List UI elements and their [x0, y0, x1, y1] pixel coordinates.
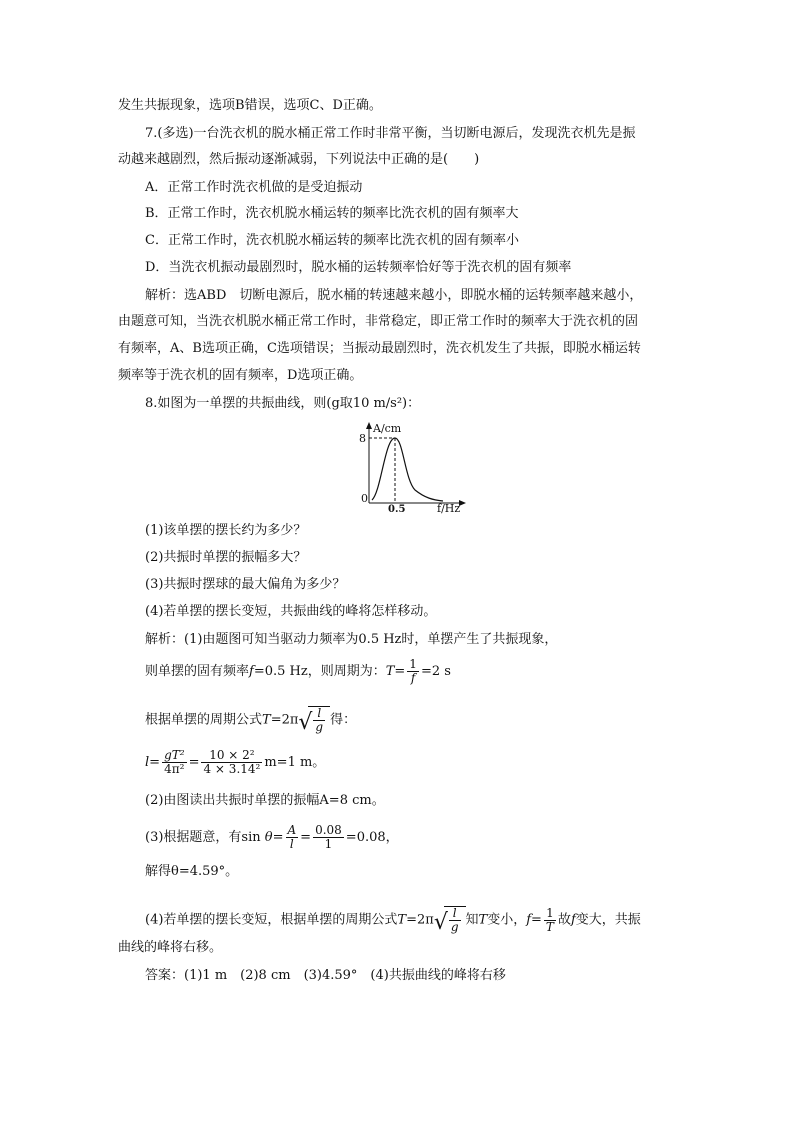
fraction-a-over-l: $\frac{A}{l}$: [287, 823, 297, 851]
q8-stem: 8.如图为一单摆的共振曲线，则(g取10 m/s²)：: [145, 396, 421, 411]
q7-analysis-line2: 由题意可知，当洗衣机脱水桶正常工作时，非常稳定，即正常工作时的频率大于洗衣机的固: [118, 314, 639, 329]
var-f: f: [249, 664, 254, 679]
x-tick-peak: 0.5: [388, 504, 406, 514]
text-run: 故: [557, 912, 571, 928]
q8-solution-line6: [145, 824, 399, 851]
fraction-008-over-1: $\frac{0.08}{1}$: [315, 823, 342, 851]
text-run: 知: [465, 912, 479, 928]
var-f: f: [526, 912, 532, 928]
y-tick-peak: 8: [359, 432, 366, 445]
equals-sign: =: [272, 830, 284, 845]
q8-solution-line7: 解得θ=4.59°。: [145, 864, 239, 879]
q7-option-a: A．正常工作时洗衣机做的是受迫振动: [145, 180, 363, 195]
fraction-gt2-over-4pi2: $\frac{\text{gT²}}{\text{4π²}}$: [164, 748, 185, 776]
q7-analysis-line3: 有频率，A、B选项正确，C选项错误；当振动最剧烈时，洗衣机发生了共振，即脱水桶运转: [118, 341, 641, 356]
fraction-1-over-f: $\frac{1}{f}$: [409, 657, 417, 685]
q7-option-d: D．当洗衣机振动最剧烈时，脱水桶的运转频率恰好等于洗衣机的固有频率: [145, 260, 572, 275]
var-t: T: [397, 912, 407, 928]
equals-sign: =: [300, 830, 312, 845]
y-axis-arrow: [366, 422, 372, 429]
q8-solution-line1: 解析：(1)由题图可知当驱动力频率为0.5 Hz时，单摆产生了共振现象，: [145, 632, 558, 647]
equals-sign: =: [531, 912, 542, 928]
text-run: (4)若单摆的摆长变短，根据单摆的周期公式: [145, 912, 398, 928]
var-t: T: [478, 912, 488, 928]
q8-answer: 答案：(1)1 m (2)8 cm (3)4.59° (4)共振曲线的峰将右移: [145, 968, 506, 983]
q7-analysis-line1: 解析：选ABD 切断电源后，脱水桶的转速越来越小，即脱水桶的运转频率越来越小，: [145, 288, 643, 303]
q8-solution-line4: [145, 749, 325, 776]
fraction-1-over-t: $\frac{1}{T}$: [545, 905, 554, 934]
q8-solution-line8: [145, 906, 641, 934]
q7-stem-line1: 7.(多选)一台洗衣机的脱水桶正常工作时非常平衡，当切断电源后，发现洗衣机先是振: [145, 126, 636, 141]
q8-sub3: (3)共振时摆球的最大偏角为多少？: [145, 577, 346, 592]
q7-option-b: B．正常工作时，洗衣机脱水桶运转的频率比洗衣机的固有频率大: [145, 206, 519, 221]
var-f: f: [570, 912, 576, 928]
sqrt-l-over-g: √ $\frac{l}{g}$: [298, 706, 330, 734]
equals-sign: =: [149, 755, 161, 770]
equals-sign: =: [394, 664, 406, 679]
resonance-curve-figure: [355, 420, 467, 514]
text-run: 根据单摆的周期公式: [145, 712, 263, 728]
prev-answer-tail: 发生共振现象，选项B错误，选项C、D正确。: [118, 98, 382, 113]
text-run: =2 s: [420, 664, 451, 679]
q8-solution-line9: 曲线的峰将右移。: [118, 940, 223, 955]
sqrt-l-over-g: √ $\frac{l}{g}$: [434, 906, 466, 934]
text-run: 得：: [330, 712, 357, 728]
text-run: m=1 m。: [264, 755, 326, 770]
text-run: 变大，共振: [575, 912, 641, 928]
q8-sub2: (2)共振时单摆的振幅多大？: [145, 550, 307, 565]
text-run: 则单摆的固有频率: [145, 664, 250, 679]
text-run: 变小，: [487, 912, 527, 928]
text-run: =0.08，: [345, 830, 399, 845]
var-l: l: [145, 755, 150, 770]
var-t: T: [262, 712, 271, 728]
q8-solution-line5: (2)由图读出共振时单摆的振幅A=8 cm。: [145, 793, 385, 808]
text-run: =0.5 Hz，则周期为：: [253, 664, 386, 679]
q7-option-c: C．正常工作时，洗衣机脱水桶运转的频率比洗衣机的固有频率小: [145, 233, 519, 248]
q8-solution-line3: [145, 706, 356, 734]
text-run: (3)根据题意，有sin: [145, 830, 261, 845]
equals-sign: =: [188, 755, 200, 770]
resonance-curve: [372, 438, 443, 501]
text-run: =2π: [270, 712, 299, 728]
var-theta: θ: [264, 830, 273, 845]
q8-sub4: (4)若单摆的摆长变短，共振曲线的峰将怎样移动。: [145, 604, 437, 619]
origin-label: 0: [361, 492, 368, 505]
text-run: =2π: [406, 912, 434, 928]
x-axis-label: f/Hz: [437, 502, 461, 514]
q8-sub1: (1)该单摆的摆长约为多少？: [145, 523, 307, 538]
q7-stem-line2: 动越来越剧烈，然后振动逐渐减弱，下列说法中正确的是( ): [118, 152, 480, 167]
fraction-numeric: $\frac{\text{10 × 2²}}{\text{4 × 3.14²}}$: [203, 748, 261, 776]
q7-analysis-line4: 频率等于洗衣机的固有频率，D选项正确。: [118, 368, 363, 383]
q8-solution-line2: [145, 658, 451, 685]
var-t: T: [385, 664, 395, 679]
y-axis-label: A/cm: [373, 422, 402, 435]
